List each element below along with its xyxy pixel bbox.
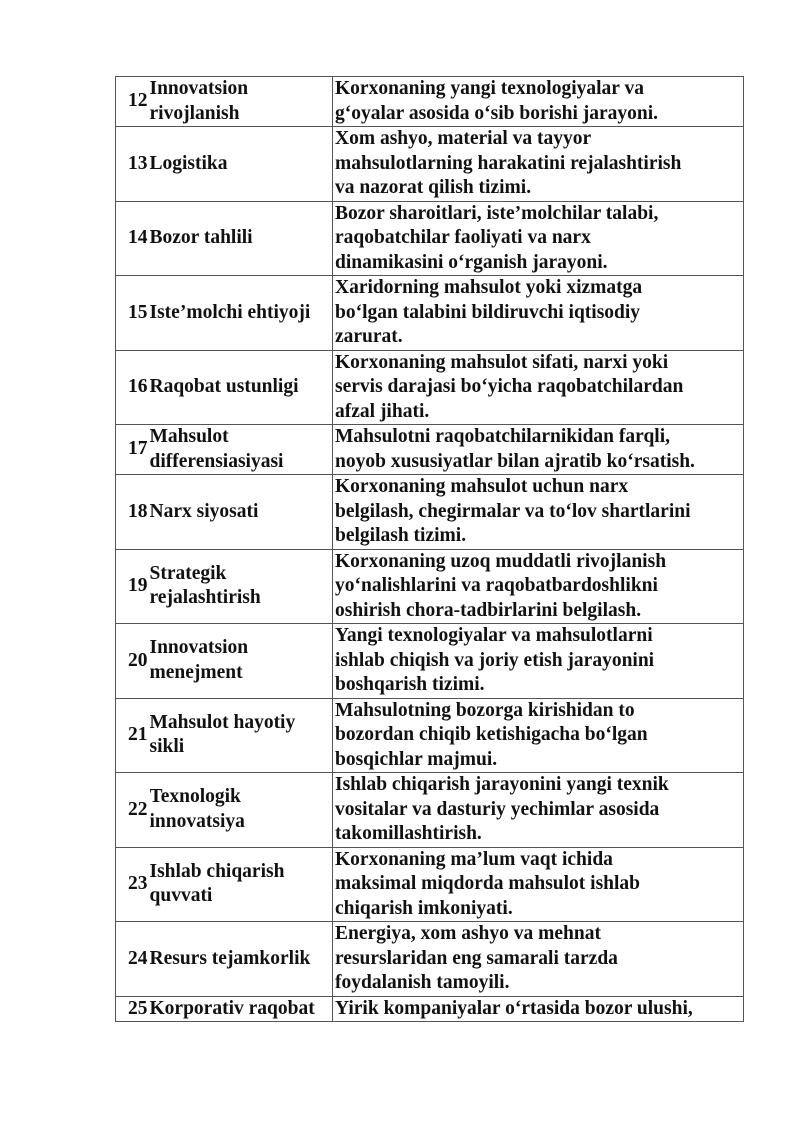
definition-line: yo‘nalishlarini va raqobatbardoshlikni <box>335 575 658 596</box>
term-cell <box>150 201 333 276</box>
term-cell <box>150 475 333 550</box>
row-number: 17 <box>116 425 150 475</box>
term-cell <box>150 922 333 997</box>
term-line: differensiasiyasi <box>149 450 284 472</box>
glossary-row <box>116 350 744 425</box>
glossary-row <box>116 77 744 127</box>
row-number: 25 <box>116 996 150 1022</box>
term-line: quvvati <box>149 885 213 907</box>
definition-cell <box>333 847 744 922</box>
term-cell <box>150 698 333 773</box>
definition-line: bo‘lgan talabini bildiruvchi iqtisodiy <box>335 301 641 323</box>
definition-cell <box>333 698 744 773</box>
glossary-row <box>116 847 744 922</box>
definition-line: noyob xususiyatlar bilan ajratib ko‘rsatish. <box>335 450 695 472</box>
term-line: rivojlanish <box>149 102 240 124</box>
term-line: Narx siyosati <box>149 500 259 522</box>
definition-line: zarurat. <box>335 326 403 347</box>
term-cell <box>150 996 333 1022</box>
term-line: menejment <box>149 661 243 683</box>
definition-line: bozordan chiqib ketishigacha bo‘lgan <box>335 724 648 745</box>
glossary-row <box>116 475 744 550</box>
definition-line: Mahsulotni raqobatchilarnikidan farqli, <box>335 426 671 447</box>
definition-line: belgilash tizimi. <box>335 525 467 546</box>
definition-cell <box>333 773 744 848</box>
term-cell <box>150 773 333 848</box>
term-cell <box>150 425 333 475</box>
definition-line: Energiya, xom ashyo va mehnat <box>335 923 601 944</box>
glossary-row <box>116 549 744 624</box>
definition-cell <box>333 350 744 425</box>
term-line: Mahsulot hayotiy <box>149 711 296 733</box>
term-cell <box>150 127 333 202</box>
definition-line: Mahsulotning bozorga kirishidan to <box>335 699 635 721</box>
definition-cell <box>333 549 744 624</box>
definition-line: Xom ashyo, material va tayyor <box>335 128 592 149</box>
definition-line: Yangi texnologiyalar va mahsulotlarni <box>335 625 653 646</box>
definition-line: maksimal miqdorda mahsulot ishlab <box>335 873 641 894</box>
row-number: 21 <box>116 698 150 773</box>
definition-line: vositalar va dasturiy yechimlar asosida <box>335 798 660 820</box>
definition-line: Korxonaning yangi texnologiyalar va <box>335 78 644 99</box>
definition-line: boshqarish tizimi. <box>335 674 485 695</box>
term-cell <box>150 624 333 699</box>
definition-line: resurslaridan eng samarali tarzda <box>335 947 618 969</box>
term-line: rejalashtirish <box>149 587 261 609</box>
definition-line: dinamikasini o‘rganish jarayoni. <box>335 251 608 273</box>
term-cell <box>150 847 333 922</box>
definition-line: Xaridorning mahsulot yoki xizmatga <box>335 277 643 298</box>
definition-line: afzal jihati. <box>335 400 430 422</box>
term-line: Texnologik <box>149 786 241 808</box>
definition-line: servis darajasi bo‘yicha raqobatchilardan <box>335 376 684 397</box>
definition-line: bosqichlar majmui. <box>335 748 498 770</box>
row-number: 22 <box>116 773 150 848</box>
glossary-row <box>116 276 744 351</box>
row-number: 19 <box>116 549 150 624</box>
definition-line: Korxonaning mahsulot uchun narx <box>335 476 629 497</box>
term-line: sikli <box>149 736 185 758</box>
definition-line: Korxonaning ma’lum vaqt ichida <box>335 848 613 870</box>
glossary-row <box>116 127 744 202</box>
term-line: Innovatsion <box>149 637 249 659</box>
definition-line: chiqarish imkoniyati. <box>335 897 513 919</box>
term-line: Ishlab chiqarish <box>149 860 285 882</box>
definition-cell <box>333 77 744 127</box>
glossary-table-body <box>116 77 744 1022</box>
row-number: 18 <box>116 475 150 550</box>
row-number: 12 <box>116 77 150 127</box>
term-cell <box>150 276 333 351</box>
definition-cell <box>333 127 744 202</box>
row-number: 24 <box>116 922 150 997</box>
definition-line: Yirik kompaniyalar o‘rtasida bozor ulushi, <box>335 997 693 1019</box>
definition-cell <box>333 996 744 1022</box>
term-line: Bozor tahlili <box>149 227 253 248</box>
definition-cell <box>333 922 744 997</box>
row-number: 23 <box>116 847 150 922</box>
term-line: Raqobat ustunligi <box>149 376 299 397</box>
definition-cell <box>333 276 744 351</box>
term-line: innovatsiya <box>149 810 245 832</box>
glossary-row <box>116 425 744 475</box>
term-line: Strategik <box>149 562 227 584</box>
definition-cell <box>333 624 744 699</box>
definition-line: ishlab chiqish va joriy etish jarayonini <box>335 649 655 671</box>
definition-cell <box>333 201 744 276</box>
definition-line: raqobatchilar faoliyati va narx <box>335 227 591 248</box>
glossary-row <box>116 922 744 997</box>
term-cell <box>150 77 333 127</box>
glossary-table <box>115 76 744 1022</box>
term-line: Innovatsion <box>149 78 249 99</box>
row-number: 20 <box>116 624 150 699</box>
definition-cell <box>333 475 744 550</box>
row-number: 13 <box>116 127 150 202</box>
term-cell <box>150 549 333 624</box>
definition-line: Ishlab chiqarish jarayonini yangi texnik <box>335 774 669 795</box>
definition-line: mahsulotlarning harakatini rejalashtirish <box>335 152 682 174</box>
glossary-row <box>116 201 744 276</box>
term-line: Logistika <box>149 152 228 174</box>
row-number: 16 <box>116 350 150 425</box>
term-cell <box>150 350 333 425</box>
row-number: 14 <box>116 201 150 276</box>
definition-line: g‘oyalar asosida o‘sib borishi jarayoni. <box>335 102 659 124</box>
glossary-row <box>116 773 744 848</box>
term-line: Iste’molchi ehtiyoji <box>149 301 311 323</box>
definition-line: oshirish chora-tadbirlarini belgilash. <box>335 599 642 621</box>
definition-line: takomillashtirish. <box>335 823 482 844</box>
definition-line: va nazorat qilish tizimi. <box>335 177 532 198</box>
glossary-row <box>116 624 744 699</box>
term-line: Resurs tejamkorlik <box>149 947 311 969</box>
term-line: Mahsulot <box>149 426 229 447</box>
definition-line: Korxonaning mahsulot sifati, narxi yoki <box>335 351 669 373</box>
definition-line: Korxonaning uzoq muddatli rivojlanish <box>335 550 667 572</box>
glossary-row <box>116 996 744 1022</box>
definition-line: foydalanish tamoyili. <box>335 972 510 993</box>
term-line: Korporativ raqobat <box>149 997 315 1019</box>
glossary-row <box>116 698 744 773</box>
definition-line: Bozor sharoitlari, iste’molchilar talabi, <box>335 202 659 224</box>
definition-cell <box>333 425 744 475</box>
definition-line: belgilash, chegirmalar va to‘lov shartlarini <box>335 500 691 522</box>
row-number: 15 <box>116 276 150 351</box>
